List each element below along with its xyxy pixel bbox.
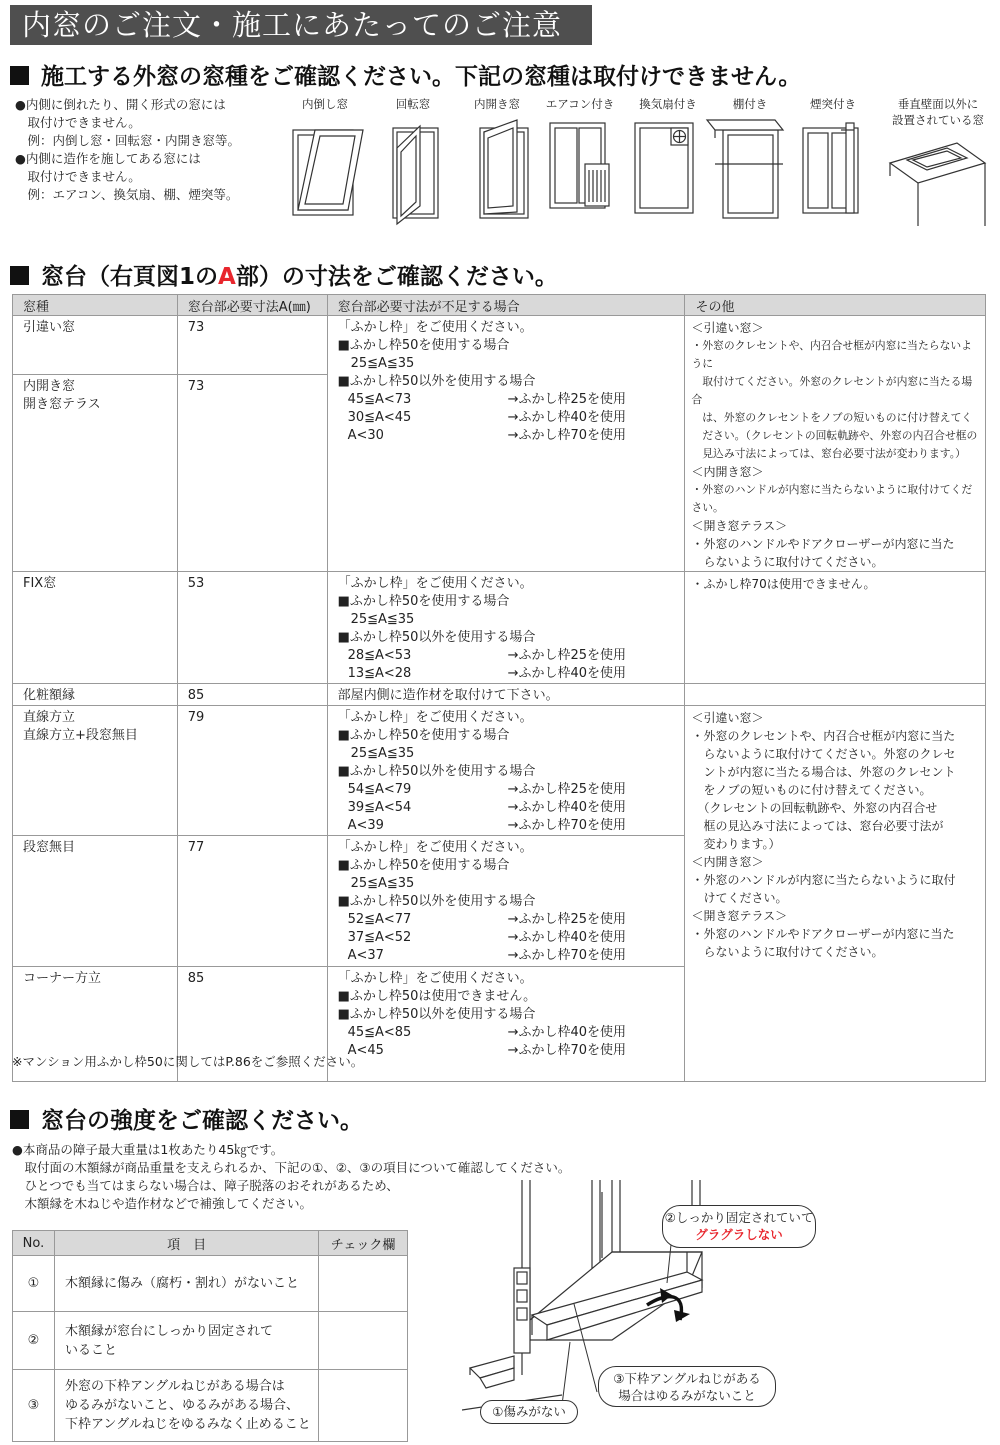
window-type-label: 内倒し窓 [302,97,348,111]
other-cell: ・ふかし枠70は使用できません。 [685,572,986,684]
range-action: →ふかし枠40を使用 [507,410,626,425]
column-header: その他 [685,295,986,316]
condition-cell [327,967,685,1082]
range-line [338,427,685,445]
inward-window-icon [480,120,528,218]
range-action: →ふかし枠40を使用 [507,1025,626,1040]
note-line: 取付けできません。 [15,115,141,130]
check-row [13,1312,408,1370]
type-line: 開き窓テラス [23,397,101,413]
type-line: 内開き窓 [23,379,76,395]
square-bullet-icon [10,66,29,85]
condition-line: ■ふかし枠50以外を使用する場合 [337,630,536,645]
pivot-window-icon [393,126,438,224]
condition-line: ■ふかし枠50を使用する場合 [337,728,510,743]
window-type-label: 内開き窓 [474,97,520,111]
check-no: ② [13,1312,55,1370]
label-line: 設置されている窓 [892,113,984,127]
section1-heading-text: 施工する外窓の窓種をご確認ください。下記の窓種は取付けできません。 [41,64,802,90]
type-line: 直線方立+段窓無目 [23,728,138,743]
callout-line: 場合はゆるみがないこと [618,1388,756,1403]
other-line: ・外窓のハンドルが内窓に当たらないように取付けてください。 [691,483,973,514]
heading-part: 部）の寸法をご確認ください。 [235,264,558,290]
condition-line: 25≦A≦35 [337,876,415,891]
window-type-label: 換気扇付き [639,97,697,111]
other-cell [685,684,986,706]
window-sill-table [12,294,986,1082]
aircon-window-icon [550,123,609,208]
range-action: →ふかし枠70を使用 [507,428,626,443]
range: A<39 [347,818,384,833]
window-type-cell: FIX窓 [13,572,178,684]
square-bullet-icon [10,1110,29,1129]
range-line [338,647,685,665]
check-item [54,1370,318,1442]
check-box-cell[interactable] [319,1370,408,1442]
condition-cell: 部屋内側に造作材を取付けて下さい。 [327,684,685,706]
callout-line: ②しっかり固定されていて [664,1210,814,1225]
callout-line-emphasis: グラグラしない [695,1227,783,1242]
range-line [338,799,685,817]
range: 45≦A<85 [347,1025,412,1040]
item-line: いること [64,1342,117,1358]
other-line: らないように取付けてください。外窓のクレセ [691,747,956,761]
section1-heading [10,58,801,91]
check-item [54,1312,318,1370]
other-line: ントが内窓に当たる場合は、外窓のクレセント [691,765,956,779]
range-line [338,817,685,835]
check-box-cell[interactable] [319,1312,408,1370]
condition-line: ■ふかし枠50以外を使用する場合 [337,374,536,389]
window-type-cell: コーナー方立 [13,967,178,1082]
note-line: ●内側に倒れたり、開く形式の窓には [15,97,226,112]
value-cell: 77 [177,836,327,967]
note-line: 例：エアコン、換気扇、棚、煙突等。 [15,187,239,202]
window-type-label: 煙突付き [810,97,856,111]
column-header: 窓台部必要寸法A(㎜) [177,295,327,316]
label-line: 垂直壁面以外に [897,97,979,111]
range-line [338,947,685,965]
check-table [12,1230,408,1442]
condition-line: 「ふかし枠」をご使用ください。 [337,710,533,725]
condition-line: 「ふかし枠」をご使用ください。 [337,320,533,335]
section1-notes [15,96,240,204]
range-action: →ふかし枠25を使用 [507,392,626,407]
condition-line: ■ふかし枠50以外を使用する場合 [337,764,536,779]
check-no: ① [13,1256,55,1312]
window-type-cell [13,706,178,836]
condition-line: 25≦A≦35 [337,612,415,627]
other-line: 取付けてください。外窓のクレセントが内窓に当たる場合 [691,375,973,406]
note-line: ●内側に造作を施してある窓には [15,151,201,166]
range-action: →ふかし枠25を使用 [507,648,626,663]
item-line: 外窓の下枠アングルねじがある場合は [64,1379,285,1394]
check-row [13,1256,408,1312]
callout-2 [662,1205,816,1248]
column-header: No. [13,1231,55,1256]
range-action: →ふかし枠70を使用 [507,1043,626,1058]
range: 30≦A<45 [347,410,412,425]
shelf-window-icon [707,120,783,218]
range-line [338,929,685,947]
value-cell: 73 [177,375,327,572]
table-row [13,572,986,684]
other-line: をノブの短いものに付け替えてください。 [691,783,932,797]
table-row [13,684,986,706]
value-cell: 53 [177,572,327,684]
window-types-illustration [285,118,990,228]
check-item: 木額縁に傷み（腐朽・割れ）がないこと [54,1256,318,1312]
range-action: →ふかし枠40を使用 [507,800,626,815]
callout-line: ③下枠アングルねじがある [613,1371,761,1386]
item-line: ゆるみがないこと、ゆるみがある場合、 [64,1398,299,1413]
intro-line: 取付面の木額縁が商品重量を支えられるか、下記の①、②、③の項目について確認してください。 [12,1160,571,1175]
range: 37≦A<52 [347,930,412,945]
fan-window-icon [635,123,693,213]
note-line: 例：内倒し窓・回転窓・内開き窓等。 [15,133,241,148]
condition-line: ■ふかし枠50を使用する場合 [337,858,510,873]
value-cell: 85 [177,967,327,1082]
other-line: （クレセントの回転軌跡や、外窓の内召合せ [691,801,938,815]
condition-cell [327,836,685,967]
check-no: ③ [13,1370,55,1442]
range-line [338,409,685,427]
check-row [13,1370,408,1442]
other-line: ＜引違い窓＞ [691,711,764,725]
condition-line: ■ふかし枠50以外を使用する場合 [337,1007,536,1022]
range: 45≦A<73 [347,392,412,407]
other-line: 框の見込み寸法によっては、窓台必要寸法が [691,819,944,833]
note-line: 取付けできません。 [15,169,141,184]
window-type-cell: 段窓無目 [13,836,178,967]
other-line: ・外窓のクレセントや、内召合せ框が内窓に当たらないように [691,339,972,370]
intro-line: ●本商品の障子最大重量は1枚あたり45㎏です。 [12,1142,284,1157]
range-line [338,391,685,409]
column-header: 窓台部必要寸法が不足する場合 [327,295,685,316]
range-line [338,665,685,683]
intro-line: ひとつでも当てはまらない場合は、障子脱落のおそれがあるため、 [12,1178,399,1193]
window-type-label: 回転窓 [395,97,431,111]
range: 28≦A<53 [347,648,412,663]
condition-line: ■ふかし枠50を使用する場合 [337,594,510,609]
tilt-window-icon [293,130,363,215]
range: 13≦A<28 [347,666,412,681]
type-line: 直線方立 [23,710,76,725]
column-header: チェック欄 [319,1231,408,1256]
other-line: ＜開き窓テラス＞ [691,519,788,533]
range-action: →ふかし枠25を使用 [507,912,626,927]
chimney-window-icon [803,123,858,213]
other-line: ＜引違い窓＞ [691,321,764,335]
condition-cell [327,316,685,572]
callout-3 [598,1366,776,1407]
check-header-row [13,1231,408,1256]
heading-accent-a: A [218,264,236,290]
other-line: ・外窓のハンドルやドアクローザーが内窓に当た [691,537,955,551]
condition-line: 「ふかし枠」をご使用ください。 [337,971,533,986]
other-line: ・外窓のクレセントや、内召合せ框が内窓に当た [691,729,956,743]
window-type-label: 棚付き [732,97,768,111]
condition-line: 25≦A≦35 [337,746,415,761]
item-line: 木額縁が窓台にしっかり固定されて [64,1323,273,1339]
other-line: 見込み寸法によっては、窓台必要寸法が変わります。） [691,447,966,460]
condition-line: 「ふかし枠」をご使用ください。 [337,840,533,855]
condition-line: ■ふかし枠50以外を使用する場合 [337,894,536,909]
range-line [338,1042,685,1060]
other-line: ＜開き窓テラス＞ [691,909,788,923]
condition-line: 25≦A≦35 [337,356,415,371]
range-line [338,911,685,929]
range: A<37 [347,948,384,963]
window-type-label: エアコン付き [545,97,615,111]
condition-line: 「ふかし枠」をご使用ください。 [337,576,533,591]
range-action: →ふかし枠70を使用 [507,948,626,963]
other-line: ださい。（クレセントの回転軌跡や、外窓の内召合せ框の [691,429,978,442]
range: A<30 [347,428,384,443]
intro-line: 木額縁を木ねじや造作材などで補強してください。 [12,1196,313,1211]
range-action: →ふかし枠25を使用 [507,782,626,797]
range-line [338,781,685,799]
other-line: らないように取付けてください。 [691,945,884,959]
page-title: 内窓のご注文・施工にあたってのご注意 [10,5,592,45]
section3-heading [10,1102,363,1135]
window-type-cell: 化粧額縁 [13,684,178,706]
column-header: 窓種 [13,295,178,316]
value-cell: 73 [177,316,327,375]
square-bullet-icon [10,266,29,285]
table-header-row [13,295,986,316]
value-cell: 79 [177,706,327,836]
range-line [338,1024,685,1042]
range: 52≦A<77 [347,912,412,927]
condition-cell [327,572,685,684]
condition-line: ■ふかし枠50を使用する場合 [337,338,510,353]
range-action: →ふかし枠70を使用 [507,818,626,833]
column-header: 項 目 [54,1231,318,1256]
item-line: 下枠アングルねじをゆるみなく止めること [64,1417,311,1432]
range: 54≦A<79 [347,782,412,797]
other-line: ＜内開き窓＞ [691,855,764,869]
section2-heading [10,258,558,291]
other-line: は、外窓のクレセントをノブの短いものに付け替えてく [691,411,973,424]
other-line: ＜内開き窓＞ [691,465,764,479]
table-row [13,706,986,836]
other-line: らないように取付けてください。 [691,555,884,569]
range-action: →ふかし枠40を使用 [507,930,626,945]
condition-line: ■ふかし枠50は使用できません。 [337,989,537,1004]
range: 39≦A<54 [347,800,412,815]
value-cell: 85 [177,684,327,706]
callout-1: ①傷みがない [480,1400,578,1424]
other-cell [685,706,986,1082]
condition-cell [327,706,685,836]
section3-heading-text: 窓台の強度をご確認ください。 [41,1108,363,1134]
other-line: 変わります。） [691,837,781,851]
window-type-cell [13,375,178,572]
range-action: →ふかし枠40を使用 [507,666,626,681]
table-footnote: ※マンション用ふかし枠50に関してはP.86をご参照ください。 [12,1054,364,1069]
heading-part: 窓台（右頁図1の [41,264,219,290]
other-line: ・外窓のハンドルが内窓に当たらないように取付 [691,873,956,887]
sloped-window-icon [890,143,985,226]
other-cell [685,316,986,572]
other-line: けてください。 [691,891,788,905]
table-row [13,316,986,375]
range: A<45 [347,1043,384,1058]
check-box-cell[interactable] [319,1256,408,1312]
other-line: ・外窓のハンドルやドアクローザーが内窓に当た [691,927,955,941]
window-type-cell: 引違い窓 [13,316,178,375]
